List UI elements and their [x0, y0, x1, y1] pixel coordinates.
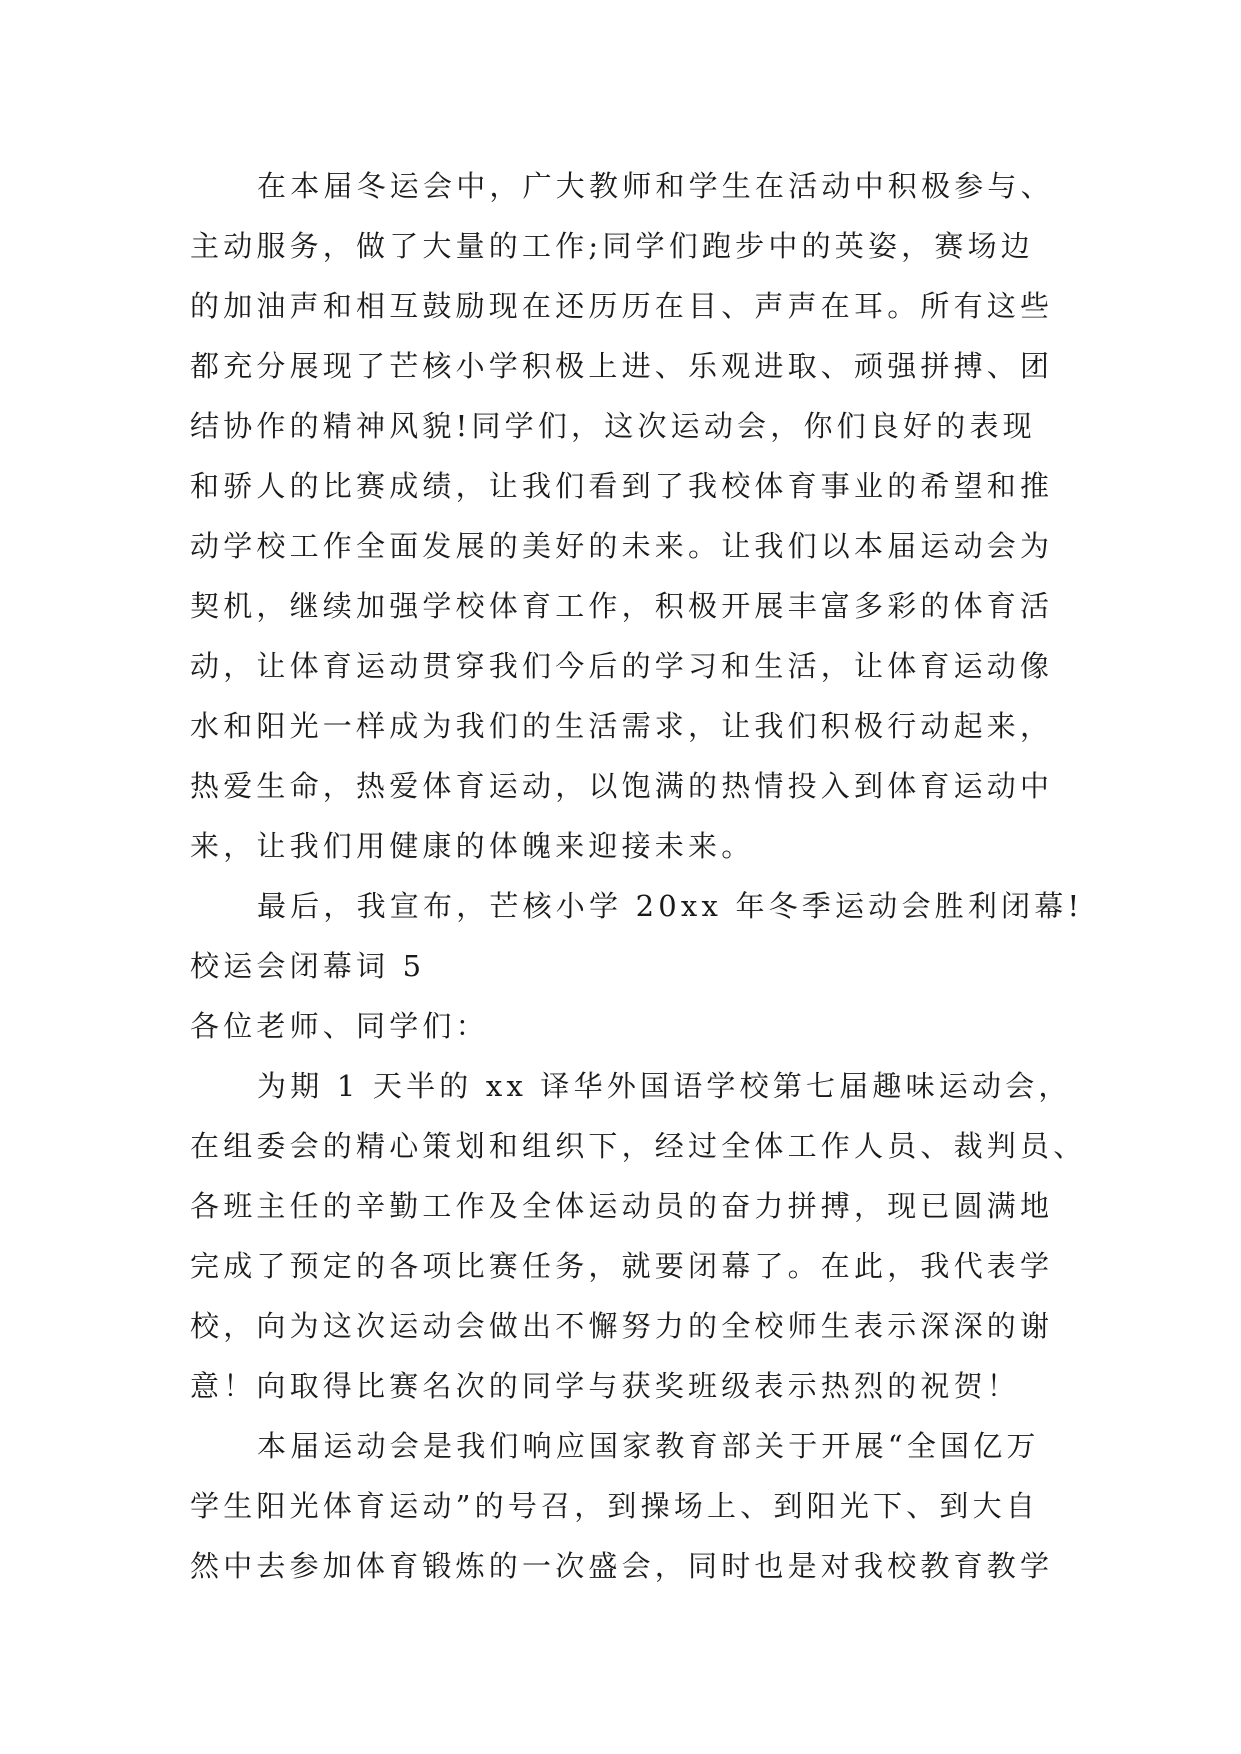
paragraph-line: 本届运动会是我们响应国家教育部关于开展“全国亿万	[257, 1429, 1040, 1463]
paragraph-line: 主动服务，做了大量的工作;同学们跑步中的英姿，赛场边	[190, 229, 1034, 263]
paragraph-line: 完成了预定的各项比赛任务，就要闭幕了。在此，我代表学	[190, 1249, 1054, 1283]
paragraph-line: 各班主任的辛勤工作及全体运动员的奋力拼搏，现已圆满地	[190, 1189, 1054, 1223]
paragraph-line: 动，让体育运动贯穿我们今后的学习和生活，让体育运动像	[190, 649, 1054, 683]
paragraph-line: 契机，继续加强学校体育工作，积极开展丰富多彩的体育活	[190, 589, 1054, 623]
paragraph-line: 和骄人的比赛成绩，让我们看到了我校体育事业的希望和推	[190, 469, 1054, 503]
paragraph-line: 的加油声和相互鼓励现在还历历在目、声声在耳。所有这些	[190, 289, 1054, 323]
paragraph-line: 来，让我们用健康的体魄来迎接未来。	[190, 829, 755, 863]
paragraph-line: 都充分展现了芒核小学积极上进、乐观进取、顽强拼搏、团	[190, 349, 1054, 383]
paragraph-line: 学生阳光体育运动”的号召，到操场上、到阳光下、到大自	[190, 1489, 1040, 1523]
section-heading: 校运会闭幕词 5	[190, 949, 426, 983]
paragraph-line: 水和阳光一样成为我们的生活需求，让我们积极行动起来，	[190, 709, 1054, 743]
paragraph-line: 然中去参加体育锻炼的一次盛会，同时也是对我校教育教学	[190, 1549, 1054, 1583]
paragraph-line: 在本届冬运会中，广大教师和学生在活动中积极参与、	[257, 169, 1054, 203]
paragraph-line: 为期 1 天半的 xx 译华外国语学校第七届趣味运动会，	[257, 1069, 1072, 1103]
paragraph-line: 结协作的精神风貌!同学们，这次运动会，你们良好的表现	[190, 409, 1036, 443]
salutation: 各位老师、同学们：	[190, 1009, 489, 1043]
paragraph-line: 最后，我宣布，芒核小学 20xx 年冬季运动会胜利闭幕!	[257, 889, 1084, 923]
paragraph-line: 意！向取得比赛名次的同学与获奖班级表示热烈的祝贺！	[190, 1369, 1021, 1403]
paragraph-line: 动学校工作全面发展的美好的未来。让我们以本届运动会为	[190, 529, 1054, 563]
paragraph-line: 在组委会的精心策划和组织下，经过全体工作人员、裁判员、	[190, 1129, 1087, 1163]
paragraph-line: 校，向为这次运动会做出不懈努力的全校师生表示深深的谢	[190, 1309, 1054, 1343]
paragraph-line: 热爱生命，热爱体育运动，以饱满的热情投入到体育运动中	[190, 769, 1054, 803]
